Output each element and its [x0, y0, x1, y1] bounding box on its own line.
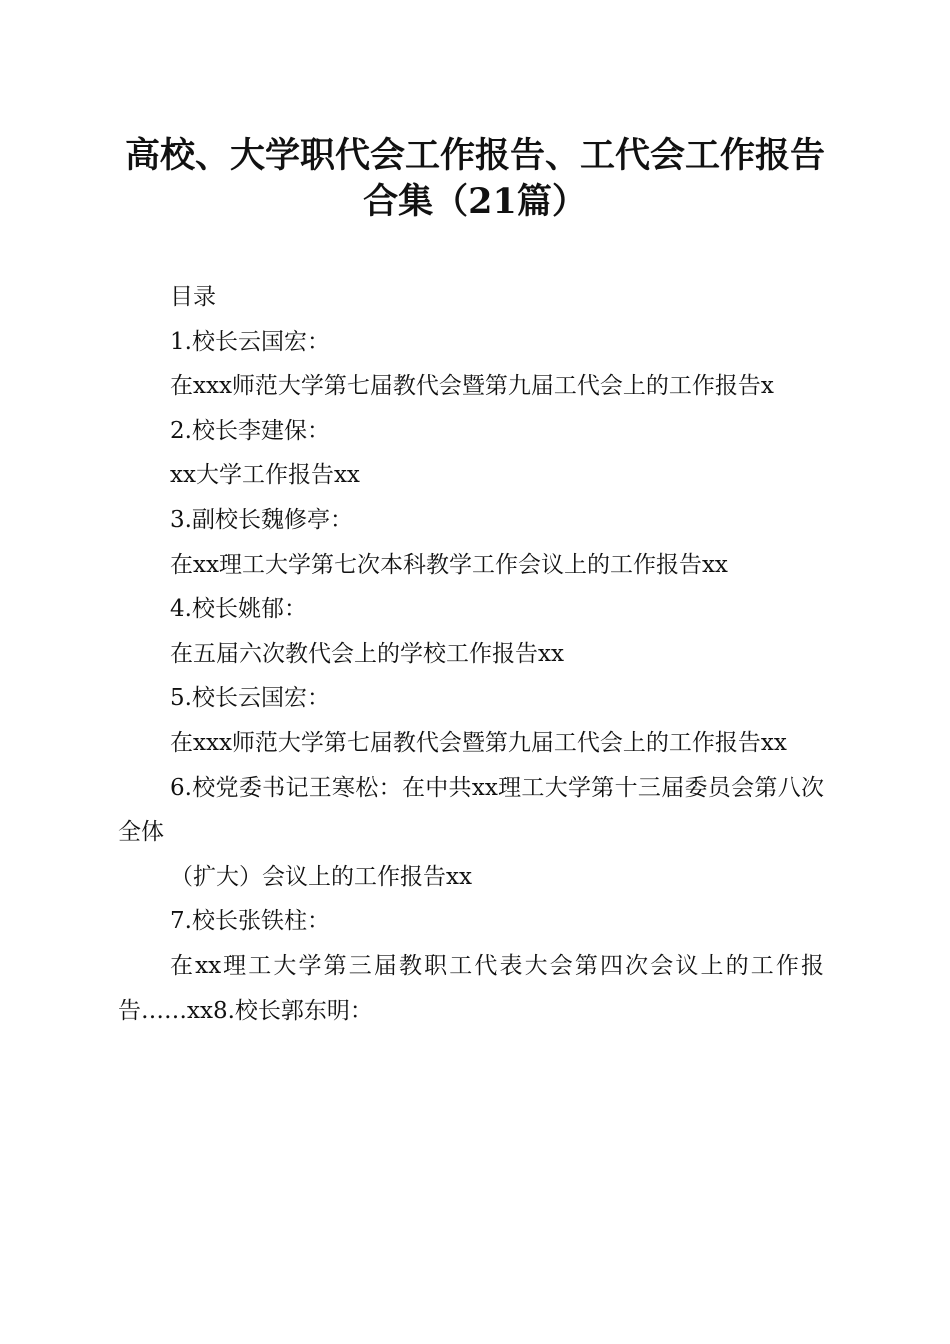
document-body [118, 275, 824, 1033]
toc-entry-7-author: 7.校长张铁柱： [170, 908, 330, 935]
toc-entry-6-author-title: 6.校党委书记王寒松：在中共xx理工大学第十三届委员会第八次全体 [118, 774, 824, 846]
document-title [100, 133, 850, 225]
toc-heading: 目录 [170, 284, 216, 310]
toc-entry-7-title: 在xx理工大学第三届教职工代表大会第四次会议上的工作报告……xx8.校长郭东明： [118, 952, 824, 1024]
toc-entry-6-title-cont: （扩大）会议上的工作报告xx [170, 863, 472, 890]
title-line-2: 合集（21篇） [363, 181, 587, 222]
toc-entry-3-title: 在xx理工大学第七次本科教学工作会议上的工作报告xx [170, 551, 728, 578]
toc-entry-2-author: 2.校长李建保： [170, 417, 330, 444]
toc-entry-5-author: 5.校长云国宏： [170, 685, 330, 712]
toc-entry-1-title: 在xxx师范大学第七届教代会暨第九届工代会上的工作报告x [170, 373, 774, 400]
title-line-1: 高校、大学职代会工作报告、工代会工作报告 [124, 135, 825, 176]
toc-entry-4-author: 4.校长姚郁： [170, 596, 307, 623]
toc-entry-1-author: 1.校长云国宏： [170, 328, 330, 355]
toc-entry-5-title: 在xxx师范大学第七届教代会暨第九届工代会上的工作报告xx [170, 729, 787, 756]
toc-entry-4-title: 在五届六次教代会上的学校工作报告xx [170, 640, 564, 667]
toc-entry-2-title: xx大学工作报告xx [170, 462, 360, 489]
toc-entry-3-author: 3.副校长魏修亭： [170, 506, 353, 533]
